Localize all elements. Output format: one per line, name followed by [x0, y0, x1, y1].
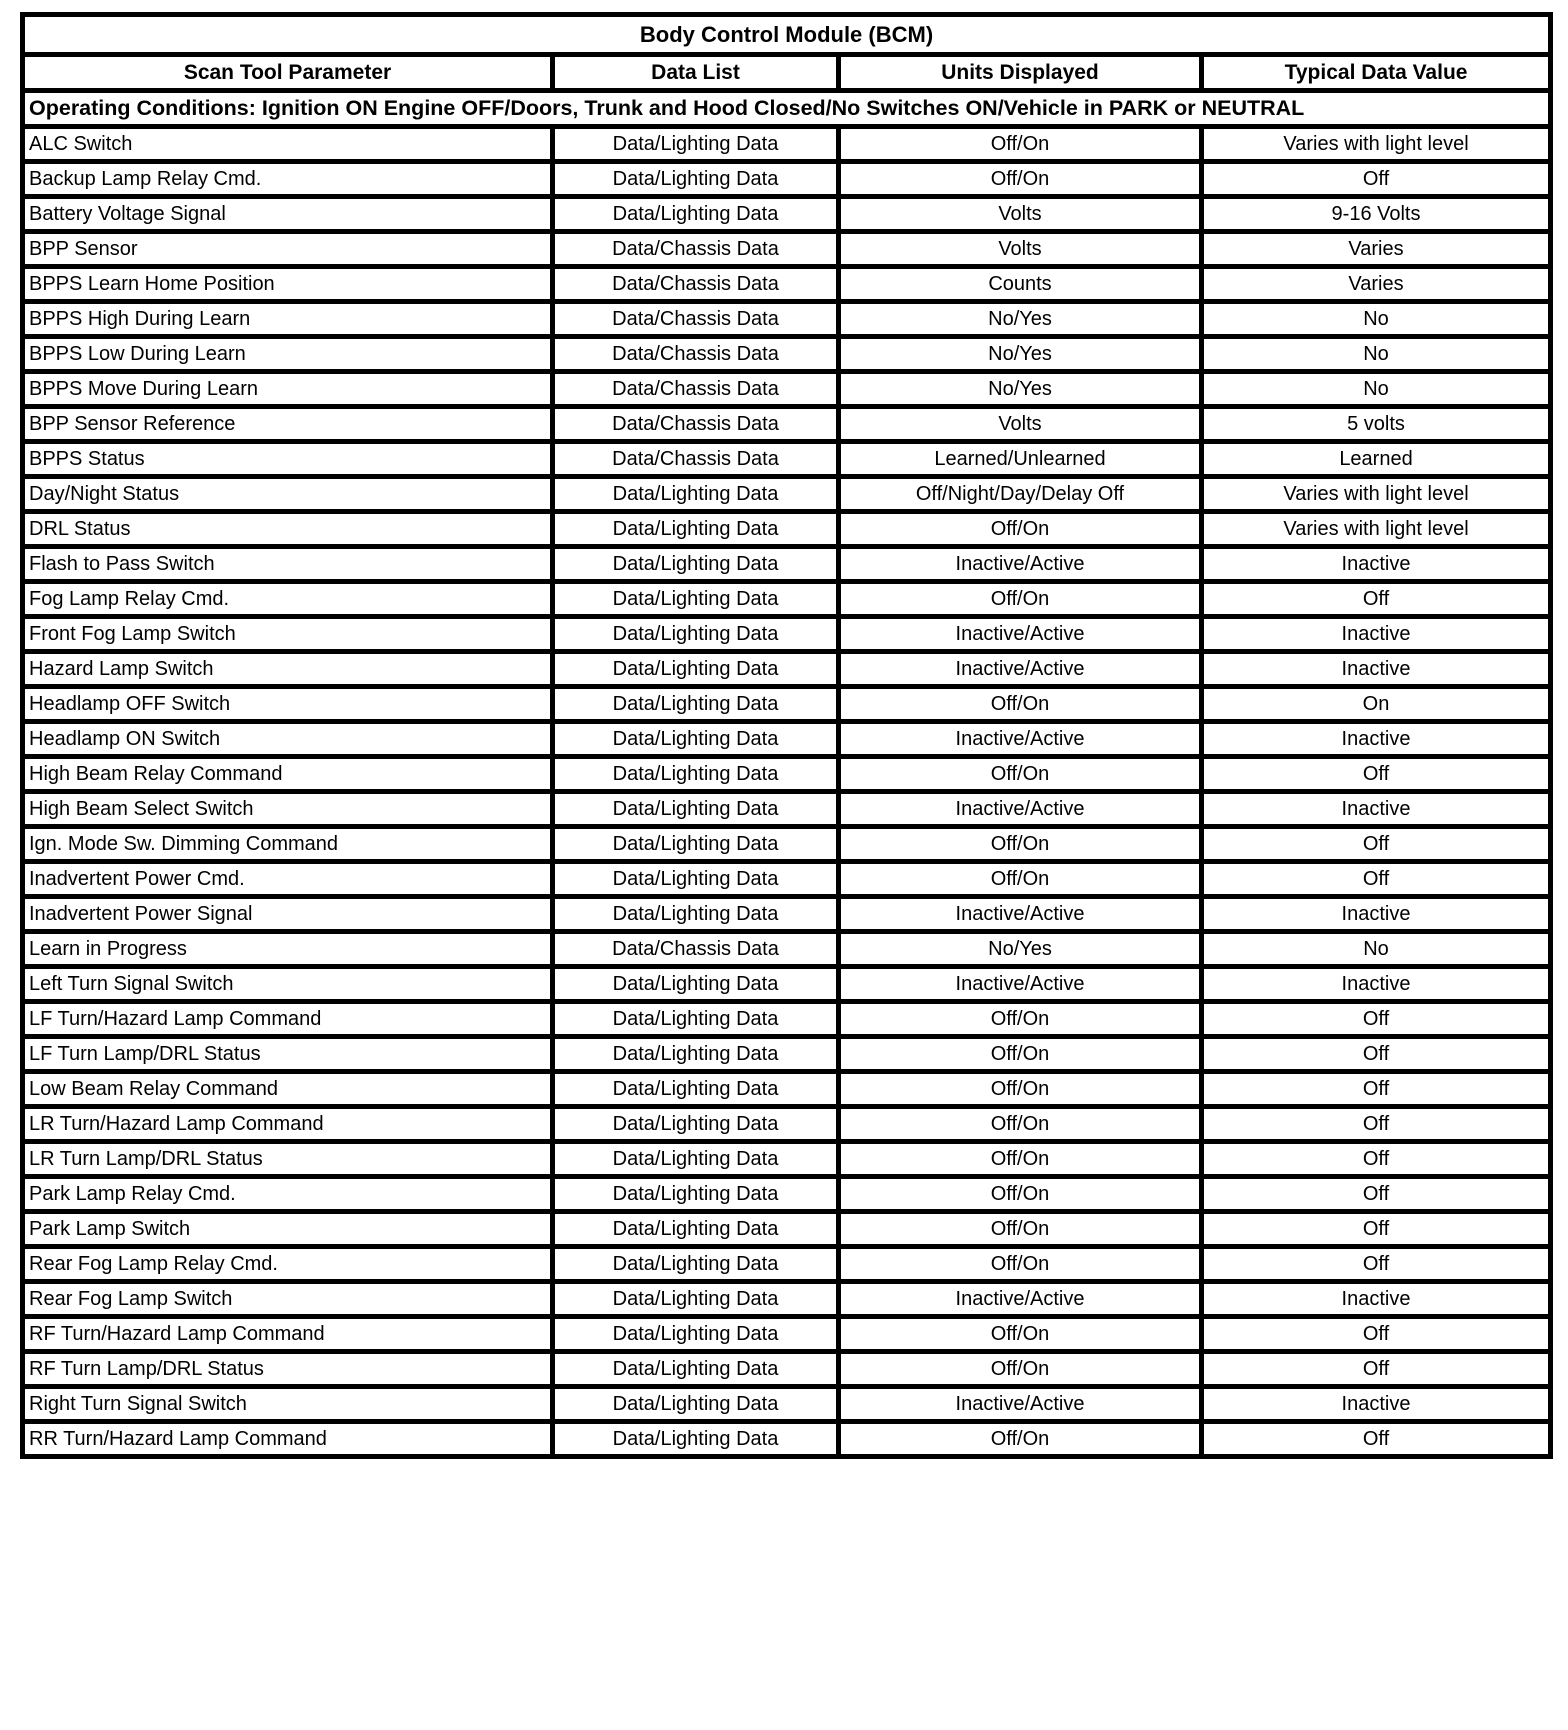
parameter-cell: Hazard Lamp Switch	[23, 652, 553, 687]
table-row	[23, 862, 1551, 897]
units-cell: Off/On	[839, 1037, 1202, 1072]
table-row	[23, 127, 1551, 162]
typical-value-cell: No	[1202, 337, 1551, 372]
table-row	[23, 232, 1551, 267]
table-row	[23, 1142, 1551, 1177]
units-cell: Inactive/Active	[839, 1387, 1202, 1422]
data-list-cell: Data/Lighting Data	[553, 1177, 839, 1212]
parameter-cell: Battery Voltage Signal	[23, 197, 553, 232]
units-cell: Counts	[839, 267, 1202, 302]
data-list-cell: Data/Lighting Data	[553, 1352, 839, 1387]
data-list-cell: Data/Lighting Data	[553, 1107, 839, 1142]
table-row	[23, 1317, 1551, 1352]
typical-value-cell: Inactive	[1202, 1387, 1551, 1422]
data-list-cell: Data/Chassis Data	[553, 407, 839, 442]
parameter-cell: Inadvertent Power Cmd.	[23, 862, 553, 897]
units-cell: Inactive/Active	[839, 547, 1202, 582]
data-list-cell: Data/Lighting Data	[553, 967, 839, 1002]
units-cell: Off/Night/Day/Delay Off	[839, 477, 1202, 512]
parameter-cell: Flash to Pass Switch	[23, 547, 553, 582]
units-cell: Inactive/Active	[839, 897, 1202, 932]
table-row	[23, 617, 1551, 652]
typical-value-cell: Off	[1202, 1422, 1551, 1457]
typical-value-cell: Inactive	[1202, 652, 1551, 687]
data-list-cell: Data/Lighting Data	[553, 1387, 839, 1422]
data-list-cell: Data/Lighting Data	[553, 1002, 839, 1037]
table-row	[23, 1282, 1551, 1317]
table-row	[23, 267, 1551, 302]
parameter-cell: RF Turn/Hazard Lamp Command	[23, 1317, 553, 1352]
parameter-cell: LF Turn/Hazard Lamp Command	[23, 1002, 553, 1037]
table-title: Body Control Module (BCM)	[23, 15, 1551, 55]
parameter-cell: LR Turn Lamp/DRL Status	[23, 1142, 553, 1177]
table-row	[23, 792, 1551, 827]
typical-value-cell: Varies	[1202, 232, 1551, 267]
data-list-cell: Data/Lighting Data	[553, 1282, 839, 1317]
typical-value-cell: Off	[1202, 827, 1551, 862]
data-list-cell: Data/Chassis Data	[553, 302, 839, 337]
parameter-cell: Headlamp OFF Switch	[23, 687, 553, 722]
parameter-cell: BPPS High During Learn	[23, 302, 553, 337]
units-cell: No/Yes	[839, 372, 1202, 407]
units-cell: Inactive/Active	[839, 792, 1202, 827]
units-cell: Learned/Unlearned	[839, 442, 1202, 477]
typical-value-cell: Off	[1202, 162, 1551, 197]
typical-value-cell: 5 volts	[1202, 407, 1551, 442]
column-header-row	[23, 55, 1551, 91]
parameter-cell: Rear Fog Lamp Switch	[23, 1282, 553, 1317]
data-list-cell: Data/Lighting Data	[553, 197, 839, 232]
parameter-cell: High Beam Relay Command	[23, 757, 553, 792]
parameter-cell: LF Turn Lamp/DRL Status	[23, 1037, 553, 1072]
units-cell: Off/On	[839, 1352, 1202, 1387]
table-row	[23, 162, 1551, 197]
units-cell: Off/On	[839, 162, 1202, 197]
units-cell: Off/On	[839, 1422, 1202, 1457]
table-row	[23, 407, 1551, 442]
operating-conditions-row	[23, 91, 1551, 127]
data-list-cell: Data/Lighting Data	[553, 1037, 839, 1072]
table-row	[23, 687, 1551, 722]
typical-value-cell: Off	[1202, 1352, 1551, 1387]
units-cell: Off/On	[839, 1212, 1202, 1247]
table-row	[23, 1387, 1551, 1422]
parameter-cell: Ign. Mode Sw. Dimming Command	[23, 827, 553, 862]
parameter-cell: Headlamp ON Switch	[23, 722, 553, 757]
parameter-cell: Park Lamp Switch	[23, 1212, 553, 1247]
table-row	[23, 197, 1551, 232]
units-cell: Inactive/Active	[839, 967, 1202, 1002]
data-list-cell: Data/Lighting Data	[553, 792, 839, 827]
table-row	[23, 897, 1551, 932]
parameter-cell: Rear Fog Lamp Relay Cmd.	[23, 1247, 553, 1282]
parameter-cell: Right Turn Signal Switch	[23, 1387, 553, 1422]
table-row	[23, 1177, 1551, 1212]
parameter-cell: DRL Status	[23, 512, 553, 547]
parameter-cell: Inadvertent Power Signal	[23, 897, 553, 932]
table-row	[23, 1002, 1551, 1037]
data-list-cell: Data/Lighting Data	[553, 722, 839, 757]
data-list-cell: Data/Lighting Data	[553, 897, 839, 932]
units-cell: Inactive/Active	[839, 652, 1202, 687]
parameter-cell: Fog Lamp Relay Cmd.	[23, 582, 553, 617]
table-row	[23, 442, 1551, 477]
units-cell: Inactive/Active	[839, 722, 1202, 757]
table-row	[23, 1107, 1551, 1142]
table-row	[23, 652, 1551, 687]
data-list-cell: Data/Lighting Data	[553, 1212, 839, 1247]
typical-value-cell: Off	[1202, 1107, 1551, 1142]
table-row	[23, 1072, 1551, 1107]
units-cell: Volts	[839, 232, 1202, 267]
parameter-cell: Park Lamp Relay Cmd.	[23, 1177, 553, 1212]
data-list-cell: Data/Chassis Data	[553, 932, 839, 967]
column-header-typical-data-value: Typical Data Value	[1202, 55, 1551, 91]
units-cell: Off/On	[839, 582, 1202, 617]
typical-value-cell: Off	[1202, 1072, 1551, 1107]
table-row	[23, 967, 1551, 1002]
units-cell: Inactive/Active	[839, 1282, 1202, 1317]
units-cell: Off/On	[839, 827, 1202, 862]
data-list-cell: Data/Chassis Data	[553, 442, 839, 477]
table-row	[23, 1212, 1551, 1247]
data-list-cell: Data/Lighting Data	[553, 547, 839, 582]
parameter-cell: BPPS Learn Home Position	[23, 267, 553, 302]
title-row	[23, 15, 1551, 55]
table-row	[23, 1352, 1551, 1387]
parameter-cell: Day/Night Status	[23, 477, 553, 512]
typical-value-cell: Off	[1202, 1317, 1551, 1352]
table-row	[23, 477, 1551, 512]
parameter-cell: Backup Lamp Relay Cmd.	[23, 162, 553, 197]
table-row	[23, 757, 1551, 792]
units-cell: Off/On	[839, 512, 1202, 547]
data-list-cell: Data/Chassis Data	[553, 337, 839, 372]
column-header-data-list: Data List	[553, 55, 839, 91]
units-cell: Inactive/Active	[839, 617, 1202, 652]
typical-value-cell: Off	[1202, 1212, 1551, 1247]
units-cell: No/Yes	[839, 302, 1202, 337]
units-cell: Off/On	[839, 1072, 1202, 1107]
typical-value-cell: On	[1202, 687, 1551, 722]
data-list-cell: Data/Lighting Data	[553, 1422, 839, 1457]
parameter-cell: RR Turn/Hazard Lamp Command	[23, 1422, 553, 1457]
table-row	[23, 1037, 1551, 1072]
typical-value-cell: Inactive	[1202, 547, 1551, 582]
typical-value-cell: Off	[1202, 1142, 1551, 1177]
data-list-cell: Data/Lighting Data	[553, 162, 839, 197]
typical-value-cell: Off	[1202, 1037, 1551, 1072]
data-list-cell: Data/Lighting Data	[553, 652, 839, 687]
table-row	[23, 372, 1551, 407]
units-cell: Volts	[839, 197, 1202, 232]
parameter-cell: Learn in Progress	[23, 932, 553, 967]
data-list-cell: Data/Lighting Data	[553, 1317, 839, 1352]
parameter-cell: Low Beam Relay Command	[23, 1072, 553, 1107]
typical-value-cell: Inactive	[1202, 897, 1551, 932]
parameter-cell: RF Turn Lamp/DRL Status	[23, 1352, 553, 1387]
parameter-cell: Front Fog Lamp Switch	[23, 617, 553, 652]
units-cell: Off/On	[839, 1247, 1202, 1282]
parameter-cell: Left Turn Signal Switch	[23, 967, 553, 1002]
typical-value-cell: Varies with light level	[1202, 127, 1551, 162]
typical-value-cell: No	[1202, 302, 1551, 337]
parameter-cell: LR Turn/Hazard Lamp Command	[23, 1107, 553, 1142]
typical-value-cell: Varies	[1202, 267, 1551, 302]
data-list-cell: Data/Lighting Data	[553, 1142, 839, 1177]
units-cell: Off/On	[839, 1002, 1202, 1037]
units-cell: Off/On	[839, 1177, 1202, 1212]
units-cell: No/Yes	[839, 932, 1202, 967]
typical-value-cell: Off	[1202, 582, 1551, 617]
data-list-cell: Data/Lighting Data	[553, 1247, 839, 1282]
parameter-cell: ALC Switch	[23, 127, 553, 162]
typical-value-cell: Off	[1202, 1177, 1551, 1212]
table-row	[23, 932, 1551, 967]
data-list-cell: Data/Lighting Data	[553, 127, 839, 162]
parameter-cell: BPPS Status	[23, 442, 553, 477]
data-list-cell: Data/Lighting Data	[553, 477, 839, 512]
table-row	[23, 582, 1551, 617]
data-list-cell: Data/Lighting Data	[553, 862, 839, 897]
typical-value-cell: Varies with light level	[1202, 512, 1551, 547]
parameter-cell: High Beam Select Switch	[23, 792, 553, 827]
units-cell: Off/On	[839, 1142, 1202, 1177]
data-list-cell: Data/Lighting Data	[553, 582, 839, 617]
units-cell: Volts	[839, 407, 1202, 442]
typical-value-cell: Off	[1202, 1247, 1551, 1282]
parameter-cell: BPPS Low During Learn	[23, 337, 553, 372]
units-cell: Off/On	[839, 1317, 1202, 1352]
units-cell: Off/On	[839, 1107, 1202, 1142]
typical-value-cell: Inactive	[1202, 792, 1551, 827]
typical-value-cell: Varies with light level	[1202, 477, 1551, 512]
data-list-cell: Data/Chassis Data	[553, 232, 839, 267]
units-cell: Off/On	[839, 127, 1202, 162]
table-row	[23, 302, 1551, 337]
data-list-cell: Data/Lighting Data	[553, 617, 839, 652]
table-row	[23, 1422, 1551, 1457]
table-row	[23, 827, 1551, 862]
parameter-cell: BPP Sensor	[23, 232, 553, 267]
units-cell: No/Yes	[839, 337, 1202, 372]
table-row	[23, 337, 1551, 372]
table-row	[23, 722, 1551, 757]
typical-value-cell: Inactive	[1202, 722, 1551, 757]
data-list-cell: Data/Chassis Data	[553, 372, 839, 407]
units-cell: Off/On	[839, 862, 1202, 897]
bcm-data-table	[20, 12, 1553, 1459]
column-header-units-displayed: Units Displayed	[839, 55, 1202, 91]
typical-value-cell: Off	[1202, 757, 1551, 792]
data-list-cell: Data/Lighting Data	[553, 512, 839, 547]
typical-value-cell: Learned	[1202, 442, 1551, 477]
units-cell: Off/On	[839, 687, 1202, 722]
typical-value-cell: Inactive	[1202, 967, 1551, 1002]
data-list-cell: Data/Chassis Data	[553, 267, 839, 302]
column-header-scan-tool-parameter: Scan Tool Parameter	[23, 55, 553, 91]
parameter-cell: BPP Sensor Reference	[23, 407, 553, 442]
data-list-cell: Data/Lighting Data	[553, 827, 839, 862]
typical-value-cell: No	[1202, 932, 1551, 967]
typical-value-cell: Off	[1202, 1002, 1551, 1037]
data-list-cell: Data/Lighting Data	[553, 1072, 839, 1107]
table-row	[23, 1247, 1551, 1282]
table-row	[23, 512, 1551, 547]
operating-conditions: Operating Conditions: Ignition ON Engine OFF/Doors, Trunk and Hood Closed/No Switches ON/Vehicle in PARK or NEUTRAL	[23, 91, 1551, 127]
typical-value-cell: Off	[1202, 862, 1551, 897]
data-list-cell: Data/Lighting Data	[553, 687, 839, 722]
typical-value-cell: Inactive	[1202, 617, 1551, 652]
units-cell: Off/On	[839, 757, 1202, 792]
table-row	[23, 547, 1551, 582]
data-list-cell: Data/Lighting Data	[553, 757, 839, 792]
typical-value-cell: No	[1202, 372, 1551, 407]
typical-value-cell: Inactive	[1202, 1282, 1551, 1317]
typical-value-cell: 9-16 Volts	[1202, 197, 1551, 232]
parameter-cell: BPPS Move During Learn	[23, 372, 553, 407]
